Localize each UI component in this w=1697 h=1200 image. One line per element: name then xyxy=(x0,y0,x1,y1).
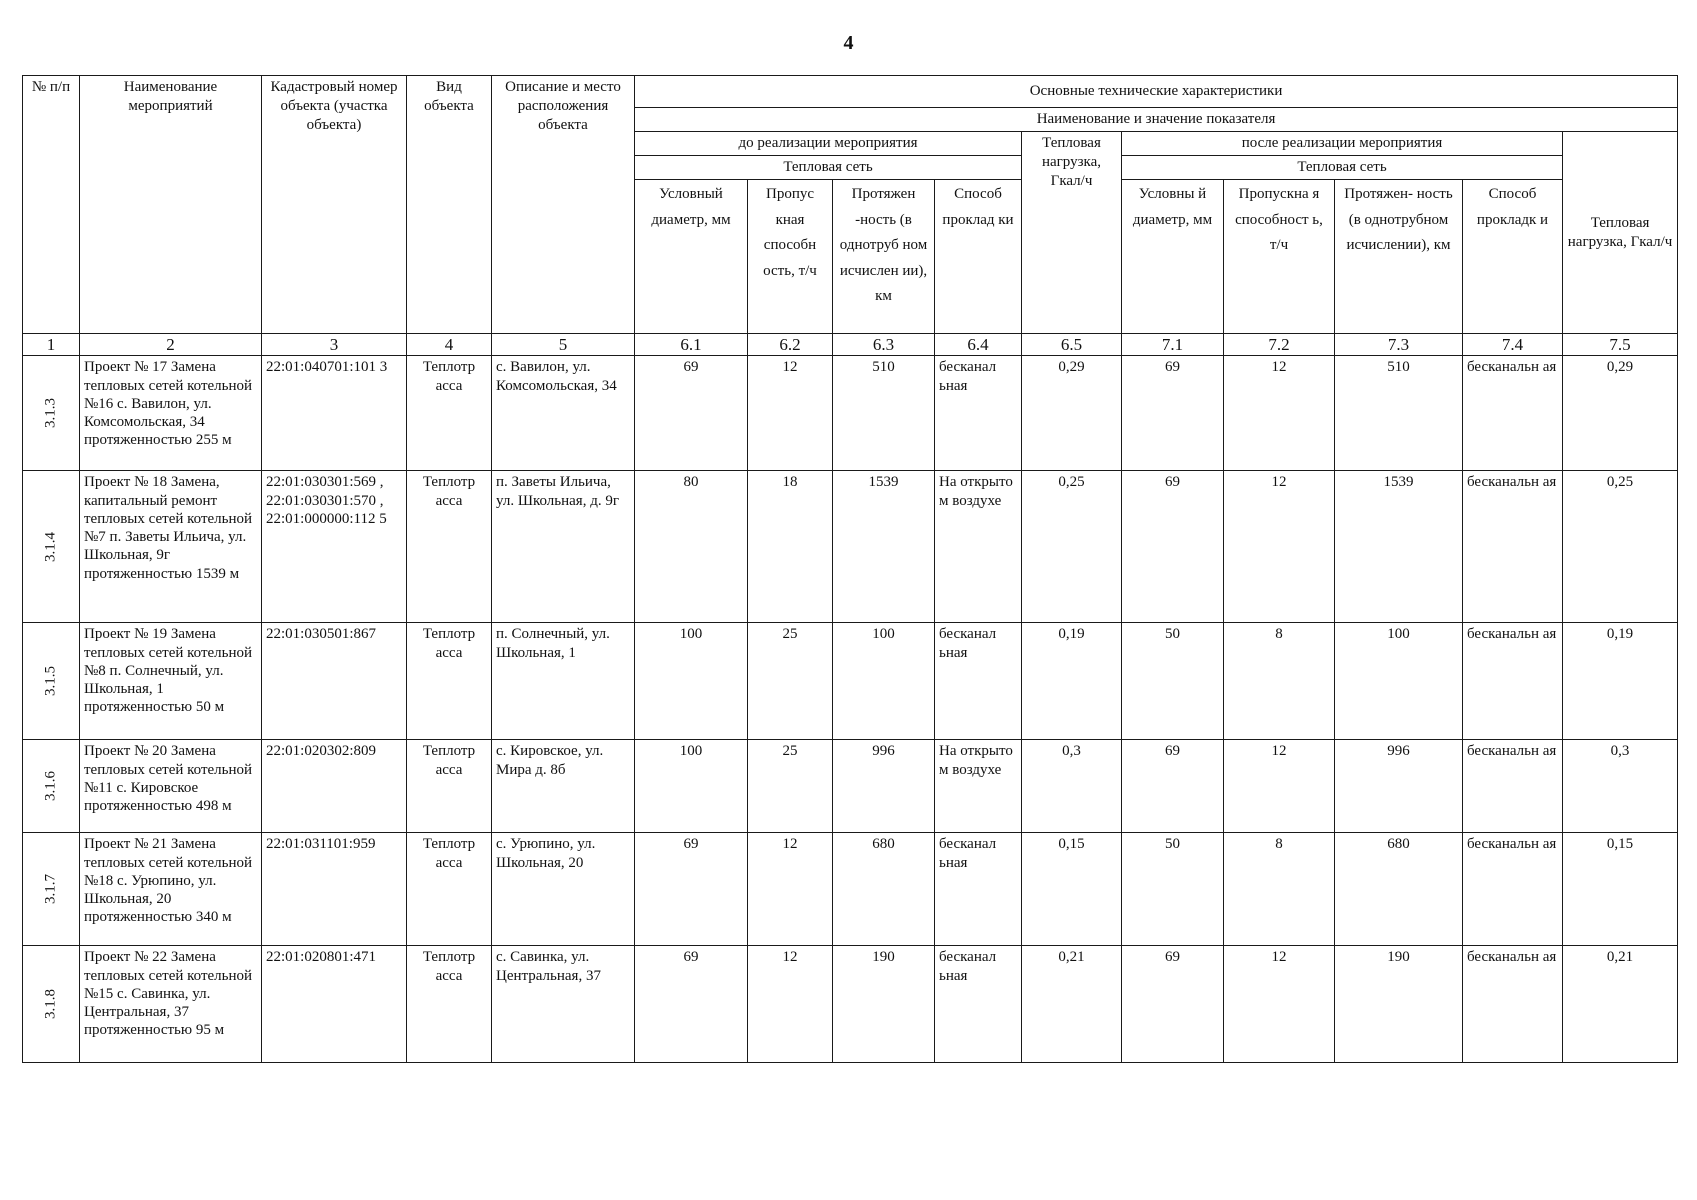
row-after-capacity: 12 xyxy=(1224,356,1335,471)
header-after: после реализации мероприятия xyxy=(1122,132,1563,156)
row-after-length: 996 xyxy=(1335,740,1463,833)
table-row xyxy=(23,946,1678,1063)
page-number: 4 xyxy=(843,32,854,54)
header-after-method: Способ прокладк и xyxy=(1463,180,1563,334)
header-before-method: Способ проклад ки xyxy=(935,180,1022,334)
table-row xyxy=(23,740,1678,833)
row-location: п. Солнечный, ул. Школьная, 1 xyxy=(492,623,635,740)
row-location: с. Вавилон, ул. Комсомольская, 34 xyxy=(492,356,635,471)
header-before: до реализации мероприятия xyxy=(635,132,1022,156)
row-after-capacity: 12 xyxy=(1224,471,1335,623)
header-heat-network-after: Тепловая сеть xyxy=(1122,156,1563,180)
row-cadastral: 22:01:020801:471 xyxy=(262,946,407,1063)
row-after-length: 100 xyxy=(1335,623,1463,740)
column-number: 6.5 xyxy=(1022,334,1122,356)
header-heat-load-before: Тепловая нагрузка, Гкал/ч xyxy=(1022,132,1122,334)
column-number: 6.3 xyxy=(833,334,935,356)
row-number-text: 3.1.4 xyxy=(42,531,59,562)
row-before-load: 0,3 xyxy=(1022,740,1122,833)
row-before-capacity: 12 xyxy=(748,946,833,1063)
row-after-method: бесканальн ая xyxy=(1463,623,1563,740)
row-name: Проект № 20 Замена тепловых сетей котельной №11 с. Кировское протяженностью 498 м xyxy=(80,740,262,833)
header-main-characteristics: Основные технические характеристики xyxy=(635,76,1678,108)
row-after-capacity: 12 xyxy=(1224,740,1335,833)
row-after-load: 0,21 xyxy=(1563,946,1678,1063)
table-row xyxy=(23,833,1678,946)
row-after-load: 0,19 xyxy=(1563,623,1678,740)
column-number: 6.1 xyxy=(635,334,748,356)
row-after-load: 0,3 xyxy=(1563,740,1678,833)
row-after-method: бесканальн ая xyxy=(1463,356,1563,471)
row-type: Теплотр асса xyxy=(407,833,492,946)
row-after-diameter: 69 xyxy=(1122,471,1224,623)
row-before-method: На открыто м воздухе xyxy=(935,740,1022,833)
row-after-length: 680 xyxy=(1335,833,1463,946)
row-name: Проект № 19 Замена тепловых сетей котельной №8 п. Солнечный, ул. Школьная, 1 протяженностью 50 м xyxy=(80,623,262,740)
row-after-diameter: 50 xyxy=(1122,623,1224,740)
row-number-text: 3.1.3 xyxy=(42,398,59,429)
row-after-method: бесканальн ая xyxy=(1463,740,1563,833)
row-before-diameter: 69 xyxy=(635,946,748,1063)
row-number-text: 3.1.8 xyxy=(42,989,59,1020)
row-after-diameter: 50 xyxy=(1122,833,1224,946)
row-before-load: 0,19 xyxy=(1022,623,1122,740)
row-location: с. Кировское, ул. Мира д. 8б xyxy=(492,740,635,833)
column-number: 6.4 xyxy=(935,334,1022,356)
row-after-diameter: 69 xyxy=(1122,946,1224,1063)
header-after-diameter: Условны й диаметр, мм xyxy=(1122,180,1224,334)
row-after-length: 1539 xyxy=(1335,471,1463,623)
row-number-text: 3.1.7 xyxy=(42,874,59,905)
row-before-length: 996 xyxy=(833,740,935,833)
row-number xyxy=(23,833,80,946)
row-before-load: 0,29 xyxy=(1022,356,1122,471)
header-before-diameter: Условный диаметр, мм xyxy=(635,180,748,334)
heat-network-table xyxy=(22,75,1678,1063)
row-after-capacity: 8 xyxy=(1224,623,1335,740)
row-before-capacity: 12 xyxy=(748,833,833,946)
row-number xyxy=(23,356,80,471)
row-location: п. Заветы Ильича, ул. Школьная, д. 9г xyxy=(492,471,635,623)
row-before-method: бесканал ьная xyxy=(935,833,1022,946)
row-type: Теплотр асса xyxy=(407,356,492,471)
row-before-method: бесканал ьная xyxy=(935,946,1022,1063)
row-before-method: бесканал ьная xyxy=(935,356,1022,471)
row-type: Теплотр асса xyxy=(407,623,492,740)
header-col-num: № п/п xyxy=(23,76,80,334)
table-row xyxy=(23,623,1678,740)
column-number: 7.2 xyxy=(1224,334,1335,356)
row-after-method: бесканальн ая xyxy=(1463,946,1563,1063)
column-number: 2 xyxy=(80,334,262,356)
row-number-text: 3.1.6 xyxy=(42,771,59,802)
row-cadastral: 22:01:030301:569 , 22:01:030301:570 , 22:01:000000:112 5 xyxy=(262,471,407,623)
row-location: с. Савинка, ул. Центральная, 37 xyxy=(492,946,635,1063)
row-type: Теплотр асса xyxy=(407,740,492,833)
row-type: Теплотр асса xyxy=(407,946,492,1063)
row-number-text: 3.1.5 xyxy=(42,666,59,697)
row-after-load: 0,15 xyxy=(1563,833,1678,946)
column-number: 7.1 xyxy=(1122,334,1224,356)
row-before-load: 0,15 xyxy=(1022,833,1122,946)
row-number xyxy=(23,471,80,623)
row-before-length: 190 xyxy=(833,946,935,1063)
row-before-diameter: 80 xyxy=(635,471,748,623)
row-after-load: 0,29 xyxy=(1563,356,1678,471)
row-before-capacity: 18 xyxy=(748,471,833,623)
header-heat-load-after: Тепловая нагрузка, Гкал/ч xyxy=(1563,132,1678,334)
row-before-load: 0,21 xyxy=(1022,946,1122,1063)
row-before-length: 510 xyxy=(833,356,935,471)
row-after-diameter: 69 xyxy=(1122,356,1224,471)
column-number: 6.2 xyxy=(748,334,833,356)
column-number: 1 xyxy=(23,334,80,356)
row-after-length: 190 xyxy=(1335,946,1463,1063)
header-indicator-name: Наименование и значение показателя xyxy=(635,108,1678,132)
row-number xyxy=(23,623,80,740)
row-name: Проект № 18 Замена, капитальный ремонт тепловых сетей котельной №7 п. Заветы Ильича, ул. Школьная, 9г протяженностью 1539 м xyxy=(80,471,262,623)
row-before-diameter: 100 xyxy=(635,740,748,833)
row-type: Теплотр асса xyxy=(407,471,492,623)
row-before-load: 0,25 xyxy=(1022,471,1122,623)
row-after-diameter: 69 xyxy=(1122,740,1224,833)
column-number: 5 xyxy=(492,334,635,356)
row-after-length: 510 xyxy=(1335,356,1463,471)
row-cadastral: 22:01:040701:101 3 xyxy=(262,356,407,471)
header-col-name: Наименование мероприятий xyxy=(80,76,262,334)
row-before-length: 100 xyxy=(833,623,935,740)
row-number xyxy=(23,946,80,1063)
row-after-method: бесканальн ая xyxy=(1463,471,1563,623)
row-cadastral: 22:01:031101:959 xyxy=(262,833,407,946)
row-name: Проект № 21 Замена тепловых сетей котельной №18 с. Урюпино, ул. Школьная, 20 протяженностью 340 м xyxy=(80,833,262,946)
header-heat-network-before: Тепловая сеть xyxy=(635,156,1022,180)
header-before-length: Протяжен -ность (в однотруб ном исчислен ии), км xyxy=(833,180,935,334)
header-col-type: Вид объекта xyxy=(407,76,492,334)
row-after-capacity: 8 xyxy=(1224,833,1335,946)
header-after-capacity: Пропускна я способност ь, т/ч xyxy=(1224,180,1335,334)
table-row xyxy=(23,471,1678,623)
row-after-capacity: 12 xyxy=(1224,946,1335,1063)
column-number-row xyxy=(23,334,1678,356)
row-name: Проект № 22 Замена тепловых сетей котельной №15 с. Савинка, ул. Центральная, 37 протяженностью 95 м xyxy=(80,946,262,1063)
row-location: с. Урюпино, ул. Школьная, 20 xyxy=(492,833,635,946)
column-number: 7.3 xyxy=(1335,334,1463,356)
header-after-length: Протяжен- ность (в однотрубном исчислении), км xyxy=(1335,180,1463,334)
column-number: 7.4 xyxy=(1463,334,1563,356)
row-before-diameter: 69 xyxy=(635,356,748,471)
row-name: Проект № 17 Замена тепловых сетей котельной №16 с. Вавилон, ул. Комсомольская, 34 протяженностью 255 м xyxy=(80,356,262,471)
row-after-method: бесканальн ая xyxy=(1463,833,1563,946)
column-number: 3 xyxy=(262,334,407,356)
header-col-cadastral: Кадастровый номер объекта (участка объекта) xyxy=(262,76,407,334)
row-number xyxy=(23,740,80,833)
row-before-diameter: 100 xyxy=(635,623,748,740)
row-cadastral: 22:01:030501:867 xyxy=(262,623,407,740)
header-col-location: Описание и место расположения объекта xyxy=(492,76,635,334)
row-before-capacity: 25 xyxy=(748,740,833,833)
table-row xyxy=(23,356,1678,471)
row-before-length: 1539 xyxy=(833,471,935,623)
row-before-method: На открыто м воздухе xyxy=(935,471,1022,623)
column-number: 4 xyxy=(407,334,492,356)
header-before-capacity: Пропус кная способн ость, т/ч xyxy=(748,180,833,334)
row-cadastral: 22:01:020302:809 xyxy=(262,740,407,833)
column-number: 7.5 xyxy=(1563,334,1678,356)
row-after-load: 0,25 xyxy=(1563,471,1678,623)
row-before-diameter: 69 xyxy=(635,833,748,946)
row-before-length: 680 xyxy=(833,833,935,946)
row-before-capacity: 12 xyxy=(748,356,833,471)
row-before-method: бесканал ьная xyxy=(935,623,1022,740)
row-before-capacity: 25 xyxy=(748,623,833,740)
